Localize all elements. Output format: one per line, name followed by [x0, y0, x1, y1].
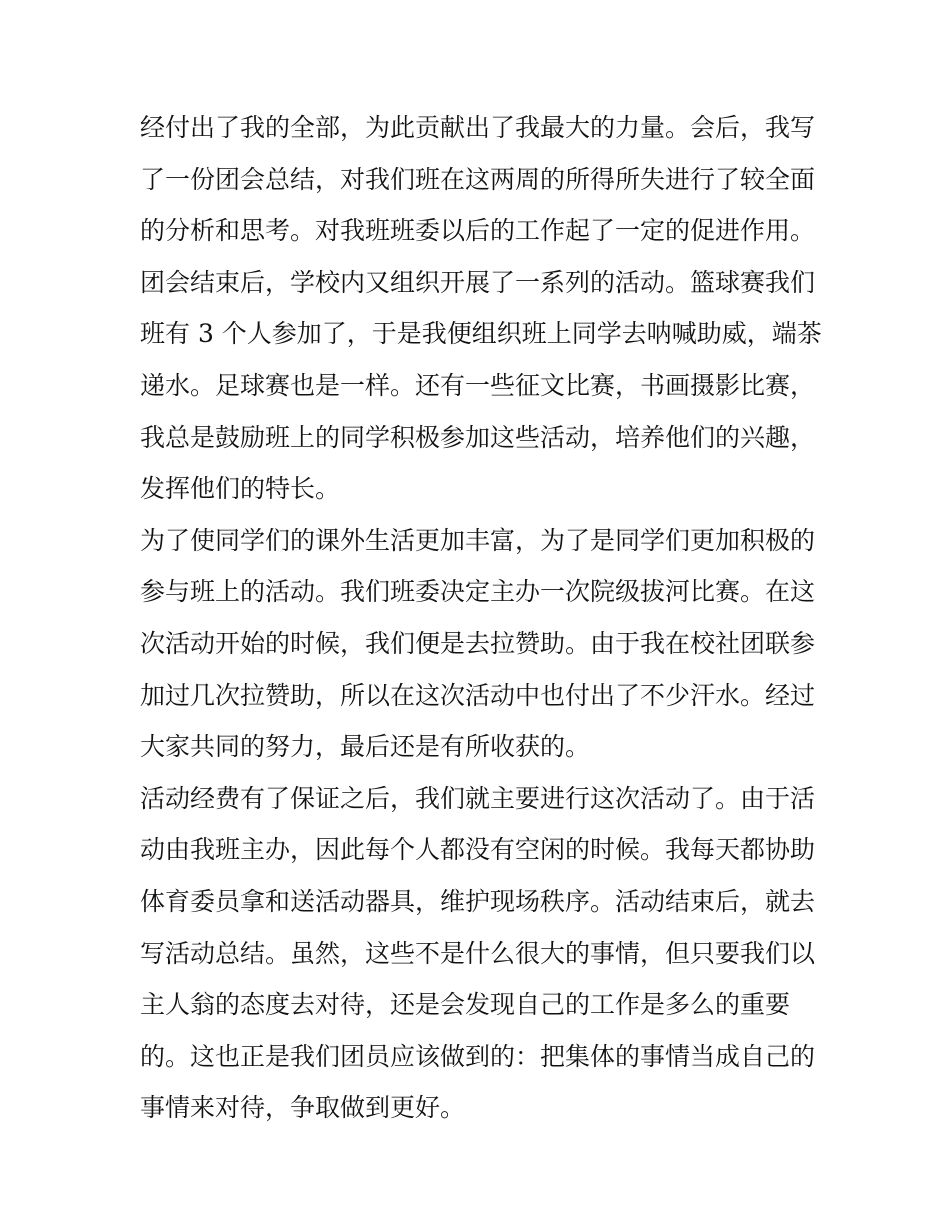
- text-line: 加过几次拉赞助，所以在这次活动中也付出了不少汗水。经过: [140, 680, 816, 710]
- text-line: 主人翁的态度去对待，还是会发现自己的工作是多么的重要: [140, 990, 791, 1020]
- text-line: 为了使同学们的课外生活更加丰富，为了是同学们更加积极的: [140, 525, 816, 555]
- text-line: 活动经费有了保证之后，我们就主要进行这次活动了。由于活: [140, 783, 816, 813]
- text-line: 团会结束后，学校内又组织开展了一系列的活动。篮球赛我们: [140, 267, 816, 297]
- text-line: 经付出了我的全部，为此贡献出了我最大的力量。会后，我写: [140, 113, 816, 142]
- text-line: 发挥他们的特长。: [140, 474, 341, 504]
- text-line: 参与班上的活动。我们班委决定主办一次院级拔河比赛。在这: [140, 577, 816, 607]
- text-line: 了一份团会总结，对我们班在这两周的所得所失进行了较全面: [140, 164, 816, 194]
- text-line: 写活动总结。虽然，这些不是什么很大的事情，但只要我们以: [140, 938, 816, 968]
- text-line: 我总是鼓励班上的同学积极参加这些活动，培养他们的兴趣，: [140, 422, 816, 452]
- text-line: 大家共同的努力，最后还是有所收获的。: [140, 732, 591, 762]
- text-line: 次活动开始的时候，我们便是去拉赞助。由于我在校社团联参: [140, 628, 816, 658]
- text-line: 递水。足球赛也是一样。还有一些征文比赛，书画摄影比赛，: [140, 370, 816, 400]
- text-line: 班有 3 个人参加了，于是我便组织班上同学去呐喊助威，端茶: [140, 319, 822, 349]
- body-text: [140, 102, 830, 1134]
- text-line: 的。这也正是我们团员应该做到的：把集体的事情当成自己的: [140, 1041, 816, 1071]
- text-line: 体育委员拿和送活动器具，维护现场秩序。活动结束后，就去: [140, 886, 816, 916]
- text-line: 事情来对待，争取做到更好。: [140, 1093, 466, 1123]
- text-line: 的分析和思考。对我班班委以后的工作起了一定的促进作用。: [140, 216, 816, 246]
- text-line: 动由我班主办，因此每个人都没有空闲的时候。我每天都协助: [140, 835, 816, 865]
